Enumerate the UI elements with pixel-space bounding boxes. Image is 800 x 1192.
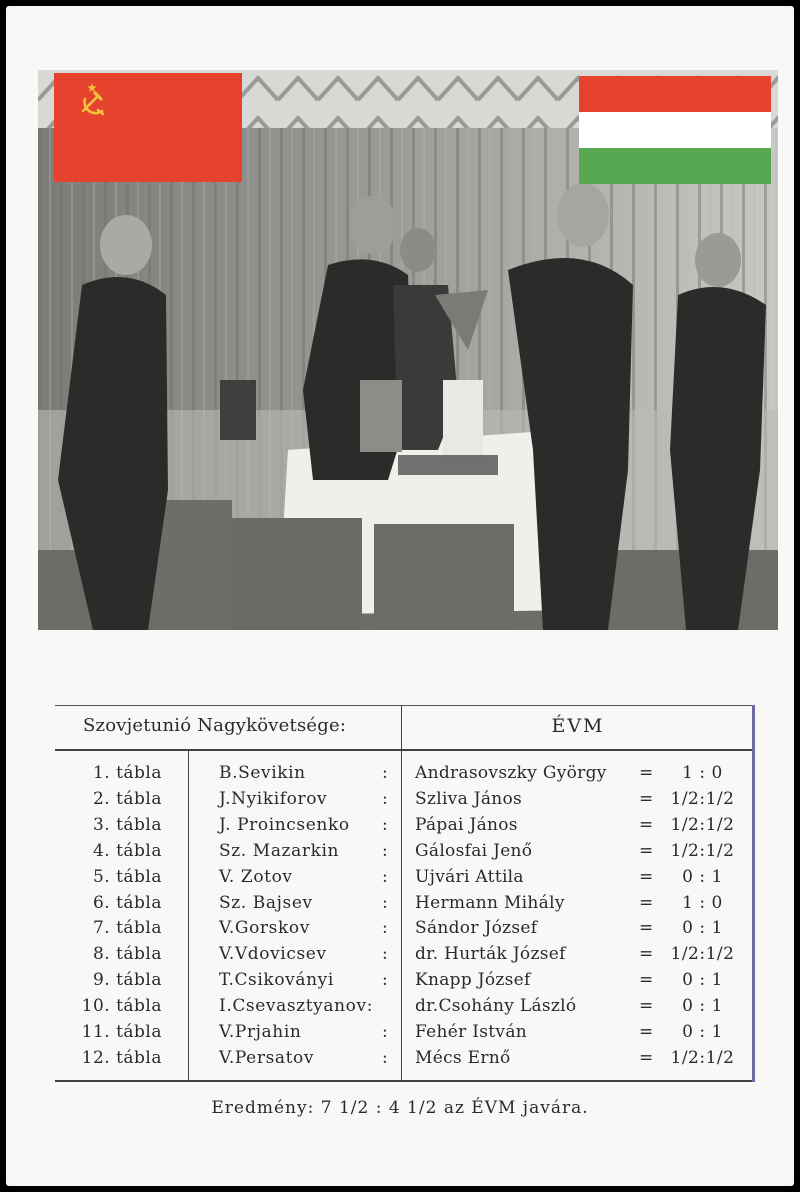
equals-sign: = [639, 866, 654, 887]
soviet-player: J. Proincsenko [219, 814, 350, 835]
vs-colon: : [382, 840, 388, 861]
equals-sign: = [639, 788, 654, 809]
hungarian-player: Knapp József [415, 970, 531, 991]
board-number: 1. tábla [92, 763, 162, 783]
table-row [55, 996, 755, 1022]
game-score: 0 : 1 [682, 970, 723, 991]
board-number: 3. tábla [92, 814, 162, 835]
table-row [55, 1048, 755, 1074]
hungarian-player: Sándor József [415, 918, 538, 939]
game-score: 0 : 1 [682, 918, 723, 939]
table-bottom-rule [55, 1080, 753, 1082]
hungarian-player: Fehér István [415, 1022, 528, 1042]
soviet-player: T.Csikoványi [219, 970, 334, 991]
hungary-flag [579, 76, 771, 184]
board-number: 12. tábla [81, 1047, 162, 1068]
vs-colon: : [382, 918, 388, 939]
hungarian-player: Szliva János [415, 788, 523, 809]
vs-colon: : [382, 788, 388, 809]
vs-colon: : [382, 763, 388, 783]
soviet-player: Sz. Mazarkin [219, 840, 340, 861]
hungarian-player: Pápai János [415, 814, 518, 835]
equals-sign: = [639, 996, 654, 1017]
match-result: Eredmény: 7 1/2 : 4 1/2 az ÉVM javára. [211, 1098, 589, 1118]
equals-sign: = [639, 1022, 654, 1042]
soviet-player: B.Sevikin [219, 763, 306, 783]
hungary-flag-red-stripe [579, 76, 771, 112]
soviet-player: V.Vdovicsev [219, 944, 327, 965]
vs-colon: : [382, 814, 388, 835]
vs-colon: : [382, 970, 388, 991]
table-row [55, 763, 755, 789]
hungarian-player: dr. Hurták József [415, 944, 566, 965]
soviet-player: J.Nyikiforov [219, 788, 328, 809]
soviet-player: V.Persatov [219, 1047, 315, 1068]
equals-sign: = [639, 944, 654, 965]
game-score: 1/2:1/2 [670, 944, 735, 965]
vs-colon: : [382, 866, 388, 887]
hungary-flag-green-stripe [579, 148, 771, 184]
soviet-player: V.Prjahin [219, 1022, 302, 1042]
ussr-flag [54, 73, 242, 182]
equals-sign: = [639, 814, 654, 835]
game-score: 0 : 1 [682, 996, 723, 1017]
vs-colon: : [382, 1022, 388, 1042]
soviet-player: Sz. Bajsev [219, 892, 313, 913]
table-row [55, 789, 755, 815]
board-number: 11. tábla [81, 1022, 162, 1042]
header-soviet-team: Szovjetunió Nagykövetsége: [83, 715, 347, 736]
equals-sign: = [639, 763, 654, 783]
hungary-flag-white-stripe [579, 112, 771, 148]
board-number: 10. tábla [81, 996, 162, 1017]
equals-sign: = [639, 918, 654, 939]
table-row [55, 815, 755, 841]
board-number: 9. tábla [92, 970, 162, 991]
table-row [55, 841, 755, 867]
soviet-player: V.Gorskov [219, 918, 310, 939]
equals-sign: = [639, 1047, 654, 1068]
game-score: 0 : 1 [682, 866, 723, 887]
table-row [55, 893, 755, 919]
vs-colon: : [382, 944, 388, 965]
board-number: 8. tábla [92, 944, 162, 965]
board-number: 2. tábla [92, 788, 162, 809]
table-row [55, 944, 755, 970]
game-score: 1 : 0 [682, 892, 723, 913]
game-score: 1/2:1/2 [670, 1047, 735, 1068]
equals-sign: = [639, 840, 654, 861]
board-number: 4. tábla [92, 840, 162, 861]
game-score: 0 : 1 [682, 1022, 723, 1042]
hungarian-player: Hermann Mihály [415, 892, 565, 913]
board-number: 6. tábla [92, 892, 162, 913]
hungarian-player: Mécs Ernő [415, 1047, 511, 1068]
board-number: 5. tábla [92, 866, 162, 887]
hungarian-player: dr.Csohány László [415, 996, 577, 1017]
board-number: 7. tábla [92, 918, 162, 939]
table-row [55, 970, 755, 996]
equals-sign: = [639, 892, 654, 913]
hungarian-player: Gálosfai Jenő [415, 840, 533, 861]
game-score: 1/2:1/2 [670, 814, 735, 835]
soviet-player: I.Csevasztyanov: [219, 996, 374, 1017]
game-score: 1/2:1/2 [670, 788, 735, 809]
equals-sign: = [639, 970, 654, 991]
table-row [55, 867, 755, 893]
hungarian-player: Ujvári Attila [415, 866, 524, 887]
hungarian-player: Andrasovszky György [415, 763, 607, 783]
header-hungarian-team: ÉVM [551, 715, 605, 737]
table-header-rule [55, 749, 753, 751]
results-table [55, 705, 755, 1082]
vs-colon: : [382, 1047, 388, 1068]
hammer-sickle-icon [72, 79, 112, 119]
table-top-rule [55, 705, 753, 706]
table-row [55, 1022, 755, 1048]
table-row [55, 918, 755, 944]
vs-colon: : [382, 892, 388, 913]
game-score: 1/2:1/2 [670, 840, 735, 861]
game-score: 1 : 0 [682, 763, 723, 783]
soviet-player: V. Zotov [219, 866, 293, 887]
